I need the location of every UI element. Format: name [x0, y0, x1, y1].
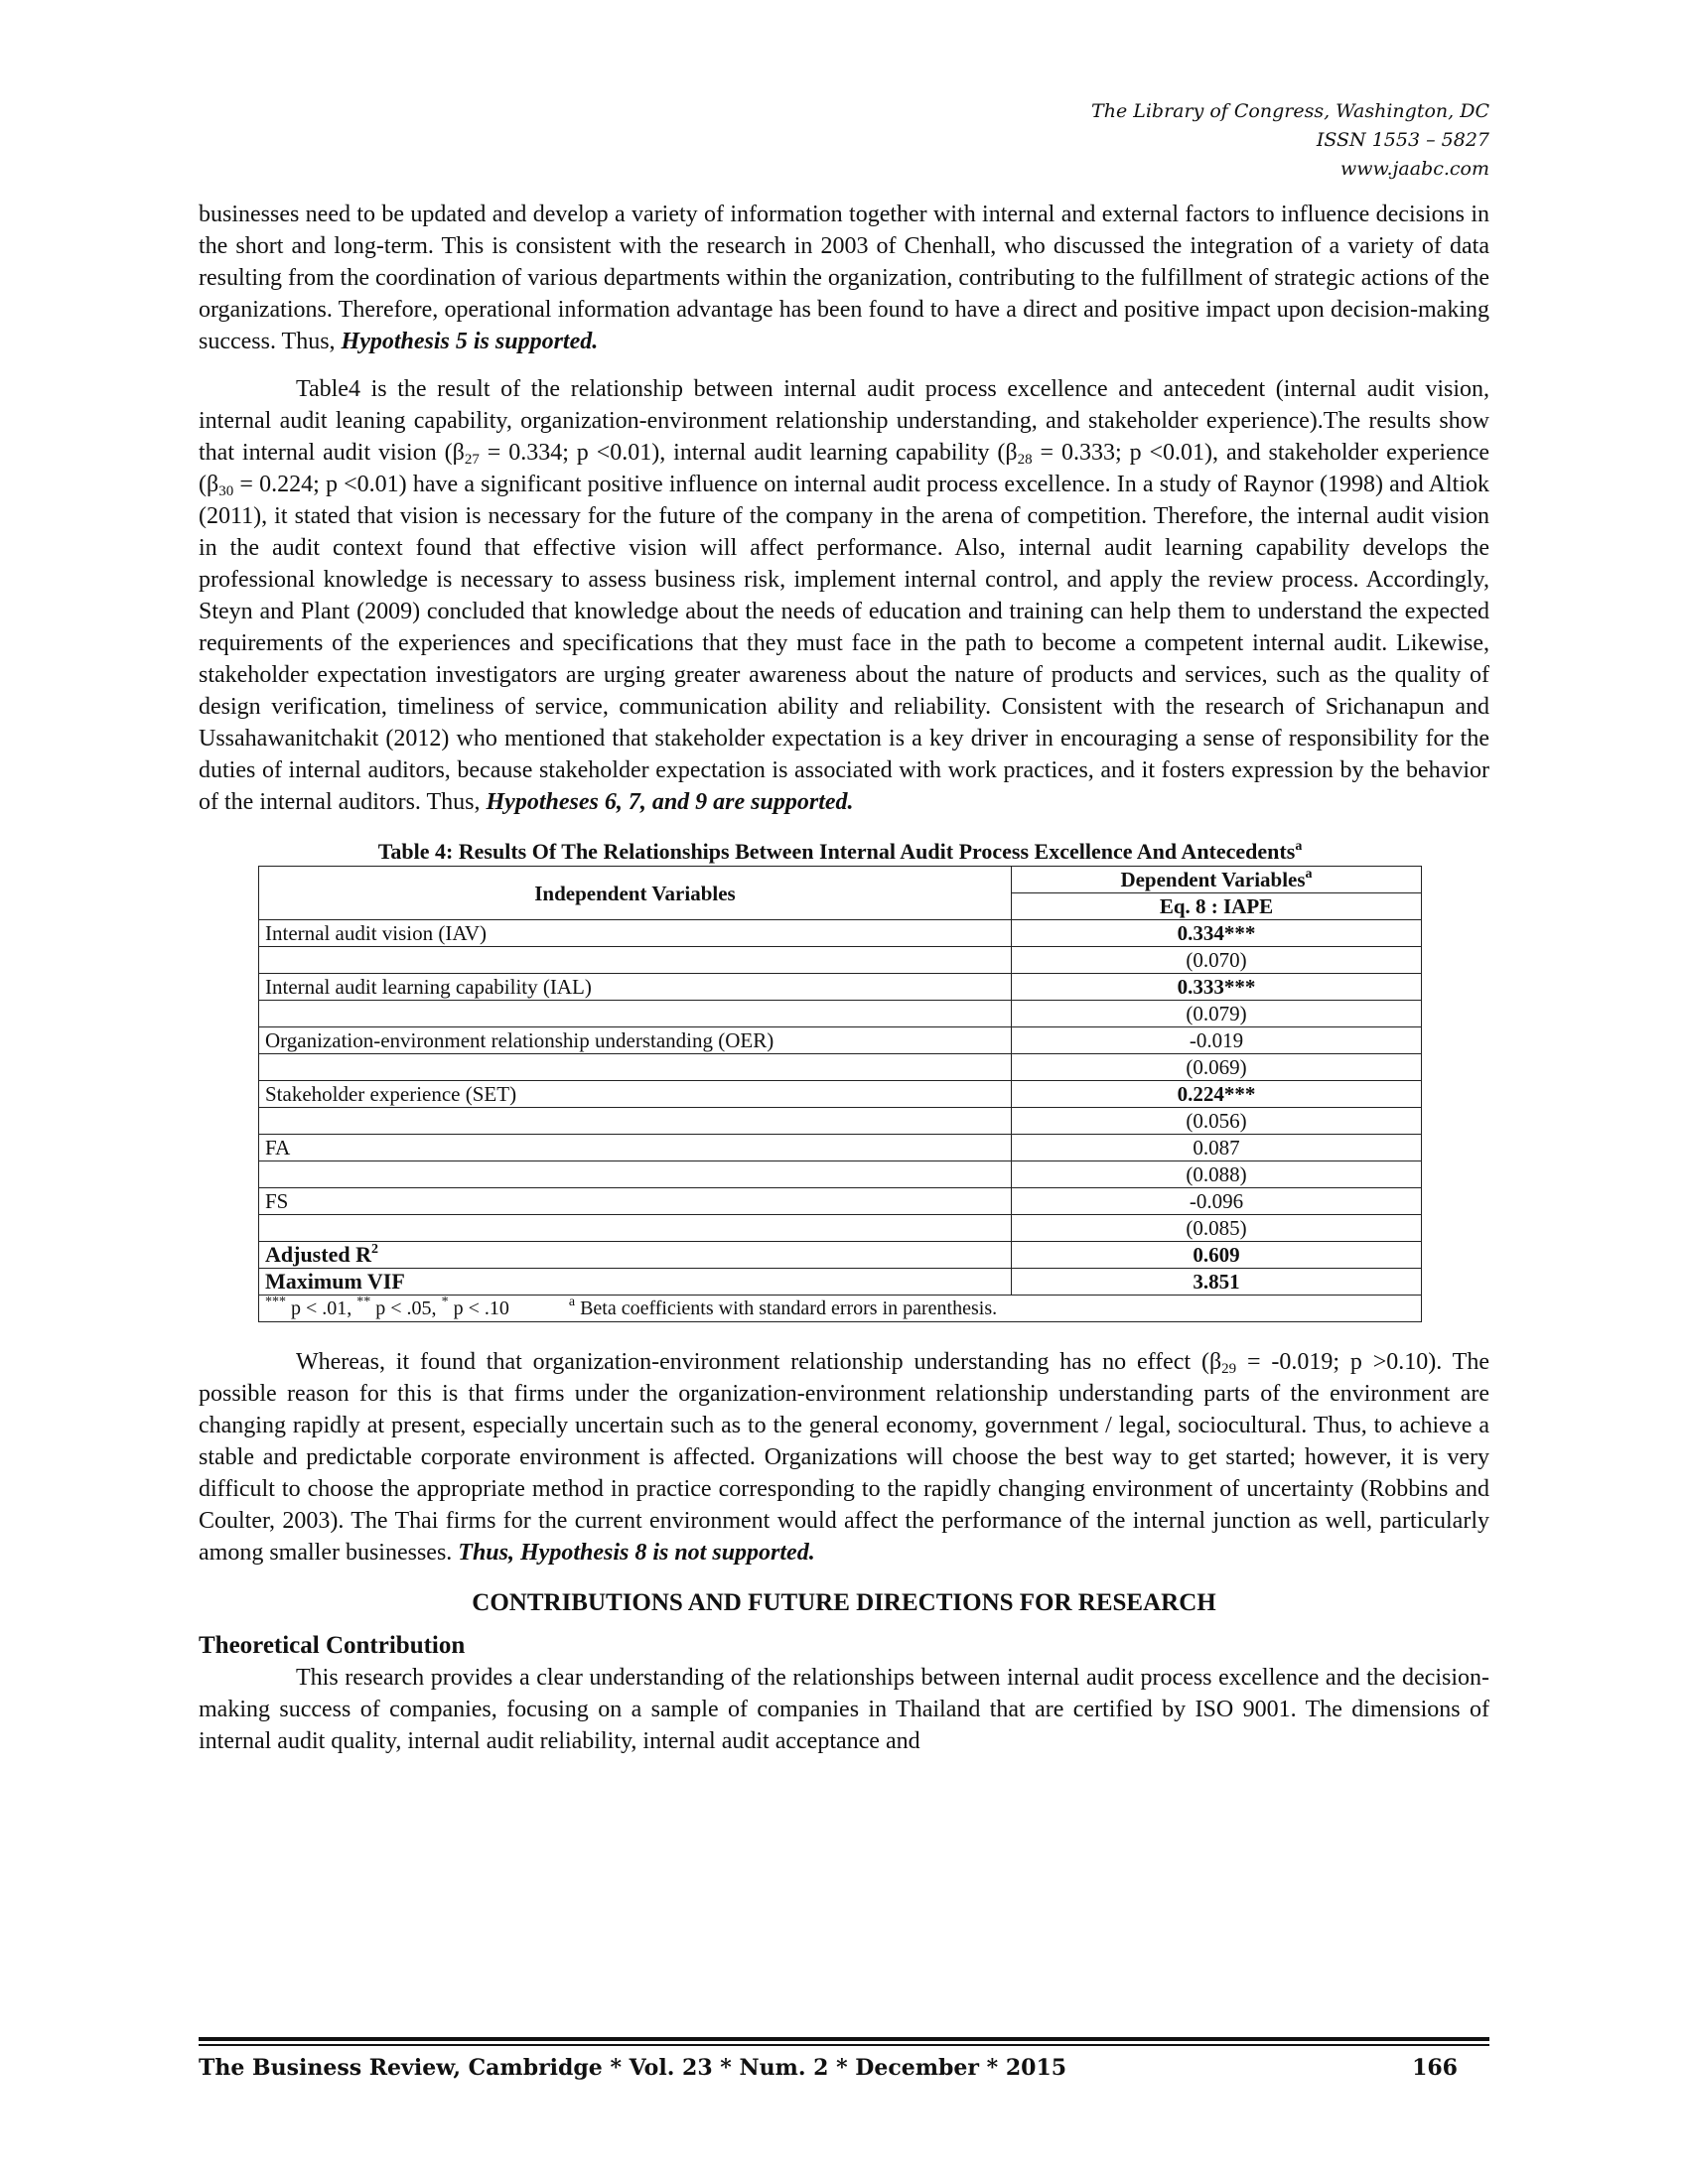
adjusted-r2-row [259, 1242, 1422, 1269]
adjusted-r2-text: Adjusted R [265, 1242, 371, 1267]
row-label: FS [259, 1188, 1012, 1215]
paragraph-hypothesis-5 [199, 199, 1489, 357]
beta-subscript: 30 [218, 483, 234, 499]
caption-superscript: a [1295, 839, 1303, 854]
standard-error-cell: (0.056) [1012, 1108, 1422, 1135]
page-number: 166 [1412, 2055, 1458, 2081]
standard-error-cell: (0.079) [1012, 1001, 1422, 1027]
header-library: The Library of Congress, Washington, DC [1091, 100, 1489, 122]
paragraph-text: Whereas, it found that organization-environment relationship understanding has no effect (β [296, 1349, 1222, 1375]
coefficient-cell: 0.224*** [1012, 1081, 1422, 1108]
table-row [259, 1161, 1422, 1188]
standard-error-cell: (0.085) [1012, 1215, 1422, 1242]
empty-cell [259, 1001, 1012, 1027]
max-vif-row [259, 1269, 1422, 1296]
row-label: Organization-environment relationship understanding (OER) [259, 1027, 1012, 1054]
hypothesis-5-conclusion: Hypothesis 5 is supported. [341, 329, 599, 354]
max-vif-value: 3.851 [1012, 1269, 1422, 1296]
paragraph-text: businesses need to be updated and develop a variety of information together with internal and external factors to influence decisions in the short and long-term. This is consistent with the research in 2003 of Chenhall, who discussed the integration of a variety of data resulting from the coordination of various departments within the organization, contributing to the fulfillment of strategic actions of the organizations. Therefore, operational information advantage has been found to have a direct and positive impact upon decision-making success. Thus, [199, 202, 1489, 354]
table-row [259, 1135, 1422, 1161]
section-heading: CONTRIBUTIONS AND FUTURE DIRECTIONS FOR RESEARCH [472, 1589, 1216, 1616]
paragraph-table4-discussion [199, 373, 1489, 818]
document-page [199, 0, 1489, 2184]
page-footer [199, 2055, 1489, 2095]
coefficient-cell: -0.019 [1012, 1027, 1422, 1054]
coefficient-cell: 0.334*** [1012, 920, 1422, 947]
row-label: FA [259, 1135, 1012, 1161]
table-row [259, 1027, 1422, 1054]
footer-rule-thick [199, 2037, 1489, 2041]
adjusted-r2-value: 0.609 [1012, 1242, 1422, 1269]
note-text: p < .05, [370, 1297, 442, 1319]
paragraph-text: Table4 is the result of the relationship between internal audit process excellence and antecedent (internal audit vision, internal audit leaning capability, organization-environment relationship understanding, and stakeholder experience).The results show that internal audit vision (β [199, 376, 1489, 466]
footer-journal: The Business Review, Cambridge * Vol. 23 * Num. 2 * December * 2015 [199, 2055, 1067, 2081]
note-text: p < .10 [448, 1297, 509, 1319]
empty-cell [259, 1054, 1012, 1081]
paragraph-text: = 0.334; p <0.01), internal audit learning capability (β [479, 440, 1018, 466]
table-row [259, 1108, 1422, 1135]
header-issn: ISSN 1553 – 5827 [1316, 129, 1489, 151]
paragraph-hypothesis-8 [199, 1346, 1489, 1569]
note-superscript: * [441, 1295, 449, 1309]
table-note-row [259, 1296, 1422, 1322]
paragraph-text: = 0.224; p <0.01) have a significant positive influence on internal audit process excellence. In a study of Raynor (1998) and Altiok (2011), it stated that vision is necessary for the future of the company in the arena of competition. Therefore, the internal audit vision in the audit context found that effective vision will affect performance. Also, internal audit learning capability develops the professional knowledge is necessary to assess business risk, implement internal control, and apply the review process. Accordingly, Steyn and Plant (2009) concluded that knowledge about the needs of education and training can help them to understand the expected requirements of the experiences and specifications that they must face in the path to become a competent internal audit. Likewise, stakeholder expectation investigators are urging greater awareness about the nature of products and services, such as the quality of design verification, timeliness of service, communication ability and reliability. Consistent with the research of Srichanapun and Ussahawanitchakit (2012) who mentioned that stakeholder expectation is a key driver in encouraging a sense of responsibility for the duties of internal auditors, because stakeholder expectation is associated with work practices, and it fosters expression by the behavior of the internal auditors. Thus, [199, 472, 1489, 815]
paragraph-theoretical-contribution: This research provides a clear understanding of the relationships between internal audit process excellence and the decision-making success of companies, focusing on a sample of companies in Thailand that are certified by ISO 9001. The dimensions of internal audit quality, internal audit reliability, internal audit acceptance and [199, 1665, 1489, 1754]
header-website: www.jaabc.com [1339, 158, 1489, 180]
results-table [258, 866, 1422, 1322]
col-header-independent: Independent Variables [259, 867, 1012, 920]
hypothesis-8-conclusion: Thus, Hypothesis 8 is not supported. [458, 1540, 815, 1566]
table-row [259, 1054, 1422, 1081]
paragraph-text: = -0.019; p >0.10). The possible reason for this is that firms under the organization-environment relationship understanding parts of the environment are changing rapidly at present, especially uncertain such as to the general economy, government / legal, sociocultural. Thus, to achieve a stable and predictable corporate environment is affected. Organizations will choose the best way to get started; however, it is very difficult to choose the appropriate method in practice corresponding to the rapidly changing environment of uncertainty (Robbins and Coulter, 2003). The Thai firms for the current environment would affect the performance of the internal junction as well, particularly among smaller businesses. [199, 1349, 1489, 1566]
table-row [259, 1215, 1422, 1242]
note-text: Beta coefficients with standard errors in parenthesis. [575, 1297, 998, 1319]
footer-rule-thin [199, 2044, 1489, 2046]
beta-subscript: 27 [464, 452, 480, 468]
r2-superscript: 2 [370, 1242, 378, 1257]
col-header-superscript: a [1305, 867, 1313, 882]
col-subheader-eq8: Eq. 8 : IAPE [1012, 893, 1422, 920]
table-header-row [259, 867, 1422, 893]
standard-error-cell: (0.070) [1012, 947, 1422, 974]
note-superscript: a [568, 1295, 576, 1309]
row-label: Internal audit learning capability (IAL) [259, 974, 1012, 1001]
max-vif-label: Maximum VIF [259, 1269, 1012, 1296]
note-superscript: *** [265, 1295, 286, 1309]
row-label: Stakeholder experience (SET) [259, 1081, 1012, 1108]
col-header-dependent-text: Dependent Variables [1120, 868, 1306, 891]
empty-cell [259, 1108, 1012, 1135]
coefficient-cell: 0.087 [1012, 1135, 1422, 1161]
table-row [259, 920, 1422, 947]
running-header [1091, 97, 1489, 184]
row-label: Internal audit vision (IAV) [259, 920, 1012, 947]
empty-cell [259, 1161, 1012, 1188]
col-header-dependent [1012, 867, 1422, 893]
adjusted-r2-label [259, 1242, 1012, 1269]
note-superscript: ** [356, 1295, 371, 1309]
table-note [259, 1296, 1422, 1322]
table-row [259, 1001, 1422, 1027]
note-text: p < .01, [286, 1297, 357, 1319]
results-table-block [258, 838, 1422, 1322]
empty-cell [259, 947, 1012, 974]
body-text [199, 199, 1489, 1757]
table-caption-text: Table 4: Results Of The Relationships Between Internal Audit Process Excellence And Antecedents [377, 839, 1296, 864]
hypotheses-6-7-9-conclusion: Hypotheses 6, 7, and 9 are supported. [486, 789, 854, 815]
subsection-heading: Theoretical Contribution [199, 1632, 466, 1659]
table-row [259, 1188, 1422, 1215]
beta-subscript: 28 [1017, 452, 1033, 468]
table-row [259, 947, 1422, 974]
table-caption [258, 838, 1422, 866]
table-row [259, 1081, 1422, 1108]
coefficient-cell: 0.333*** [1012, 974, 1422, 1001]
paragraph-text: = 0.333; p <0.01), and stakeholder experience (β [199, 440, 1490, 497]
table-row [259, 974, 1422, 1001]
beta-subscript: 29 [1221, 1361, 1237, 1377]
empty-cell [259, 1215, 1012, 1242]
standard-error-cell: (0.088) [1012, 1161, 1422, 1188]
standard-error-cell: (0.069) [1012, 1054, 1422, 1081]
coefficient-cell: -0.096 [1012, 1188, 1422, 1215]
